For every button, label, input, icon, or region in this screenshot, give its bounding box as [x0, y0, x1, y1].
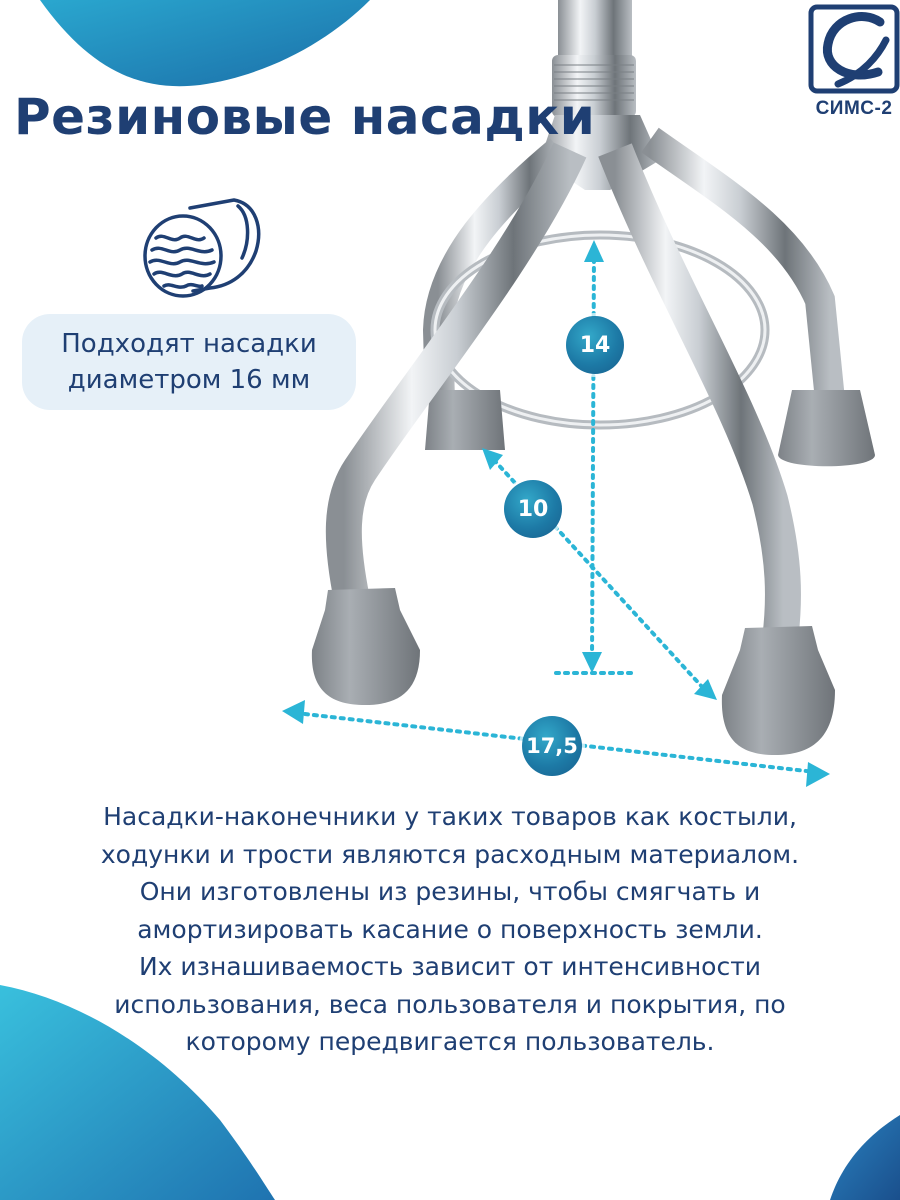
page-title: Резиновые насадки	[14, 88, 596, 146]
description-line: Их изнашиваемость зависит от интенсивности	[138, 952, 762, 981]
width-dimension-badge: 17,5	[522, 716, 582, 776]
info-box-line-1: Подходят насадки	[61, 329, 317, 359]
height-dimension-badge: 14	[566, 316, 624, 374]
description-line: ходунки и трости являются расходным материалом.	[100, 839, 800, 869]
description-line: Они изготовлены из резины, чтобы смягчать и	[139, 877, 761, 906]
diagonal-dimension-badge: 10	[504, 480, 562, 538]
description-line: использования, веса пользователя и покрытия, по	[114, 989, 786, 1019]
info-box	[22, 314, 356, 410]
description-line: которому передвигается пользователь.	[185, 1027, 715, 1056]
rubber-tip-icon	[138, 196, 268, 306]
description-line: амортизировать касание о поверхность земли.	[137, 914, 763, 944]
brand-name: СИМС-2	[815, 98, 893, 119]
description-text	[20, 798, 880, 1061]
description-line: Насадки-наконечники у таких товаров как костыли,	[103, 802, 797, 831]
info-box-line-2: диаметром 16 мм	[67, 365, 311, 395]
